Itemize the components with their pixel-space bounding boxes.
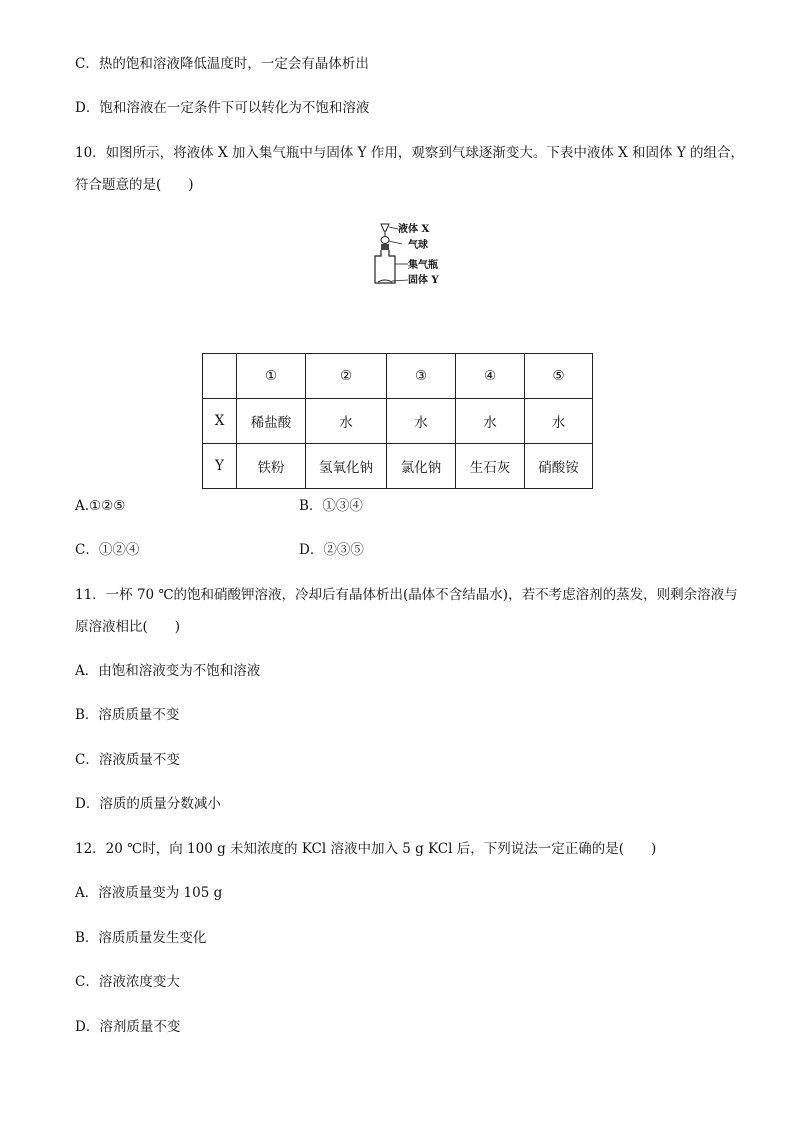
q10-stem-line2: 符合题意的是( ): [75, 177, 194, 193]
q10-combination-table: [202, 353, 593, 489]
label-solid-y: 固体 Y: [408, 275, 439, 286]
q10-apparatus-figure: [372, 220, 452, 290]
table-cell: 水: [387, 399, 456, 444]
table-cell: ①: [237, 354, 306, 399]
table-cell: 水: [525, 399, 593, 444]
q11-stem-line2: 原溶液相比( ): [75, 619, 181, 635]
table-cell: 氢氧化钠: [306, 444, 387, 489]
table-row-x: [203, 399, 593, 444]
q10-option-b: B．①③④: [299, 498, 363, 514]
q12-option-c: C．溶液浓度变大: [75, 974, 180, 990]
table-cell: 水: [456, 399, 525, 444]
q12-option-d: D．溶剂质量不变: [75, 1019, 181, 1035]
q9-option-d: D．饱和溶液在一定条件下可以转化为不饱和溶液: [75, 100, 370, 116]
q11-stem-line1: 11．一杯 70 ℃的饱和硝酸钾溶液，冷却后有晶体析出(晶体不含结晶水)，若不考虑溶剂的蒸发，则剩余溶液与: [75, 587, 738, 603]
table-cell: ③: [387, 354, 456, 399]
label-gas-bottle: 集气瓶: [408, 260, 438, 271]
table-cell: [203, 354, 237, 399]
table-cell: 氯化钠: [387, 444, 456, 489]
q11-option-b: B．溶质质量不变: [75, 707, 180, 723]
table-cell: 铁粉: [237, 444, 306, 489]
q10-option-d: D．②③⑤: [299, 542, 364, 558]
table-cell: ②: [306, 354, 387, 399]
table-cell: 稀盐酸: [237, 399, 306, 444]
q12-stem: 12．20 ℃时，向 100 g 未知浓度的 KCl 溶液中加入 5 g KCl 后，下列说法一定正确的是( ): [75, 841, 657, 857]
table-row-y: [203, 444, 593, 489]
q10-option-c: C．①②④: [75, 542, 140, 558]
table-cell: 硝酸铵: [525, 444, 593, 489]
table-cell: 生石灰: [456, 444, 525, 489]
table-cell: ④: [456, 354, 525, 399]
label-balloon: 气球: [408, 240, 428, 251]
q11-option-c: C．溶液质量不变: [75, 752, 180, 768]
q11-option-d: D．溶质的质量分数减小: [75, 796, 221, 812]
table-cell: X: [203, 399, 237, 444]
q12-option-b: B．溶质质量发生变化: [75, 930, 207, 946]
table-cell: Y: [203, 444, 237, 489]
q9-option-c: C．热的饱和溶液降低温度时，一定会有晶体析出: [75, 56, 369, 72]
q11-option-a: A．由饱和溶液变为不饱和溶液: [75, 663, 261, 679]
label-liquid-x: 液体 X: [398, 224, 430, 235]
table-cell: ⑤: [525, 354, 593, 399]
q12-option-a: A．溶液质量变为 105 g: [75, 885, 223, 901]
table-row-header: [203, 354, 593, 399]
q10-stem-line1: 10．如图所示，将液体 X 加入集气瓶中与固体 Y 作用，观察到气球逐渐变大。下表中液体 X 和固体 Y 的组合，: [75, 145, 745, 161]
table-cell: 水: [306, 399, 387, 444]
q10-option-a: A.①②⑤: [75, 498, 126, 514]
